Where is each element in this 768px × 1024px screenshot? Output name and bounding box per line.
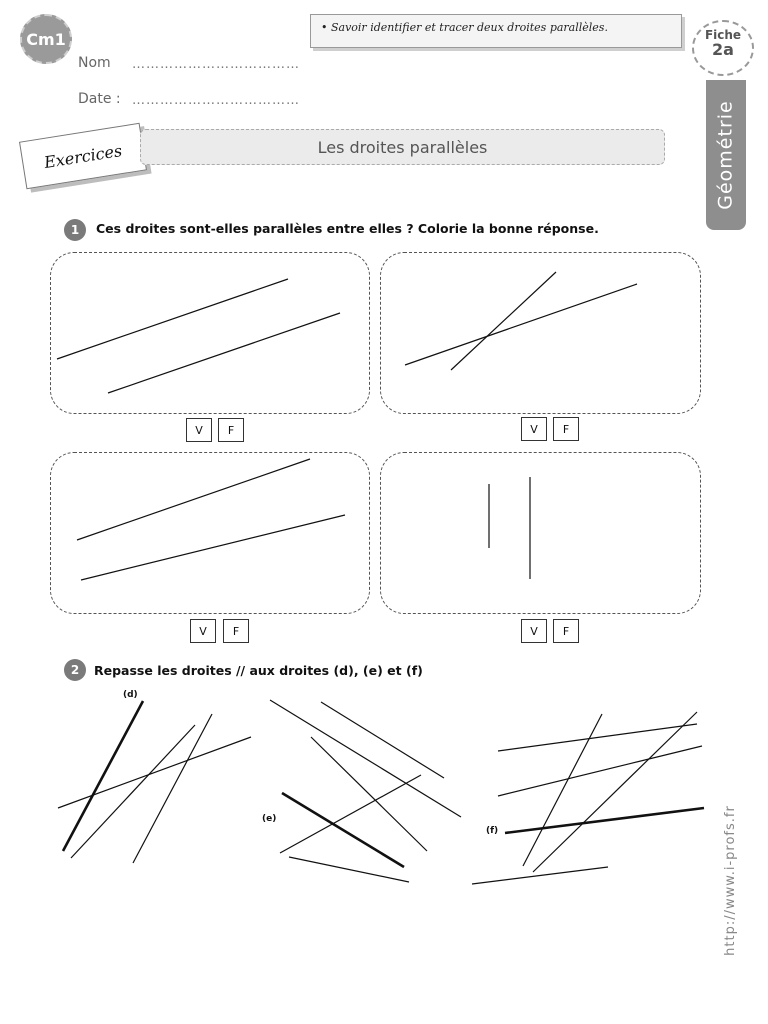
question-2-text: Repasse les droites // aux droites (d), (e) et (f) <box>94 663 423 678</box>
group-e-line-4 <box>311 737 427 851</box>
group-d-line-d <box>63 701 143 851</box>
group-d-line-2 <box>71 725 195 858</box>
group-d-line-4 <box>58 737 251 808</box>
label-f: (f) <box>486 826 499 836</box>
question-1-text: Ces droites sont-elles parallèles entre elles ? Colorie la bonne réponse. <box>96 221 599 236</box>
panel-1-line-a <box>57 279 288 359</box>
date-label: Date : <box>78 91 121 107</box>
panel-1-line-b <box>108 313 340 393</box>
group-e-line-5 <box>280 775 421 853</box>
group-e-line-e <box>282 793 404 867</box>
page-title-text: Les droites parallèles <box>317 137 488 157</box>
exercise-panel-3 <box>50 452 370 614</box>
panel-4-false-box[interactable]: F <box>553 619 579 643</box>
group-f-line-f <box>505 808 704 833</box>
name-label: Nom <box>78 55 111 71</box>
group-e-line-2 <box>270 700 461 817</box>
level-badge: Cm1 <box>20 14 72 64</box>
fiche-number: 2a <box>712 40 734 59</box>
date-field[interactable]: ……………………………… <box>132 93 300 108</box>
panel-2-false-box[interactable]: F <box>553 417 579 441</box>
exercise-panel-2 <box>380 252 701 414</box>
source-url-wrap <box>718 800 742 960</box>
group-f-line-5 <box>533 712 697 872</box>
group-d-line-3 <box>133 714 212 863</box>
group-f-line-6 <box>472 867 608 884</box>
question-1-number: 1 <box>64 219 86 241</box>
group-e-line-3 <box>321 702 444 778</box>
panel-1-false-box[interactable]: F <box>218 418 244 442</box>
panel-2-true-box[interactable]: V <box>521 417 547 441</box>
group-f-line-2 <box>498 724 697 751</box>
exercise-panel-4 <box>380 452 701 614</box>
name-field[interactable]: ……………………………… <box>132 57 300 72</box>
subject-tab-label: Géométrie <box>715 100 737 210</box>
panel-3-false-box[interactable]: F <box>223 619 249 643</box>
label-e: (e) <box>262 814 277 824</box>
objective-text: • Savoir identifier et tracer deux droites parallèles. <box>321 21 608 34</box>
panel-4-true-box[interactable]: V <box>521 619 547 643</box>
exercises-card-label: Exercices <box>42 140 124 172</box>
group-e-line-6 <box>289 857 409 882</box>
source-url[interactable]: http://www.i-profs.fr <box>722 804 738 956</box>
label-d: (d) <box>123 690 138 700</box>
fiche-label: Fiche <box>704 28 742 42</box>
panel-3-true-box[interactable]: V <box>190 619 216 643</box>
question-2-number: 2 <box>64 659 86 681</box>
panel-1-true-box[interactable]: V <box>186 418 212 442</box>
group-f-line-3 <box>498 746 702 796</box>
